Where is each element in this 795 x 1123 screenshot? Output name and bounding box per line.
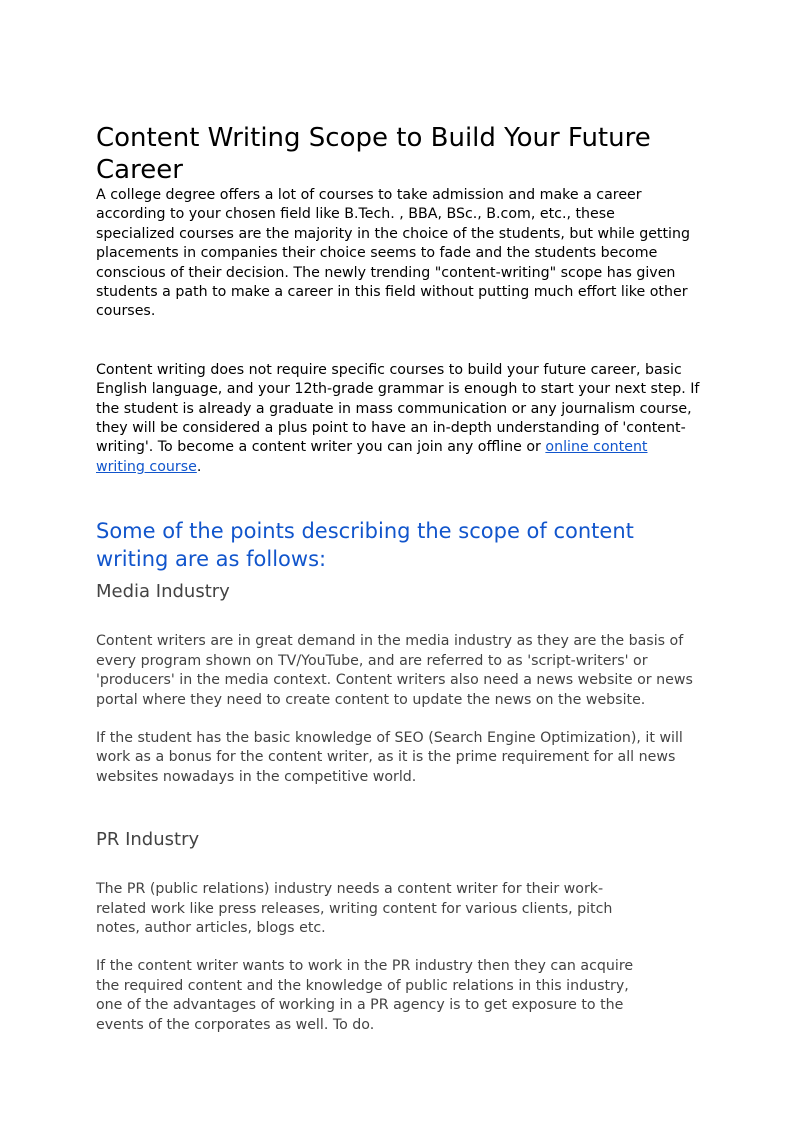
second-paragraph-end: . xyxy=(196,458,202,475)
media-paragraph-2: If the student has the basic knowledge of SEO (Search Engine Optimization), it will work as a bonus for the content writer, as it is the prime requirement for all news websites nowadays in the competitive world. xyxy=(96,729,683,785)
second-paragraph-text: Content writing does not require specific courses to build your future career, basic English language, and your 12th-grade grammar is enough to start your next step. If the student is already a graduate in mass communication or any journalism course, they will be considered a plus point to have an in-depth understanding of 'content-writing'. To become a content writer you can join any offline or xyxy=(96,361,700,456)
second-paragraph xyxy=(96,361,700,477)
section-heading-pr: PR Industry xyxy=(96,829,200,851)
pr-paragraph-2: If the content writer wants to work in the PR industry then they can acquire the required content and the knowledge of public relations in this industry, one of the advantages of working in a PR agency is to get exposure to the events of the corporates as well. To do. xyxy=(96,958,634,1033)
document-title: Content Writing Scope to Build Your Future Career xyxy=(96,123,651,185)
intro-paragraph: A college degree offers a lot of courses to take admission and make a career according to your chosen field like B.Tech. , BBA, BSc., B.com, etc., these specialized courses are the majority in the choice of the students, but while getting placements in companies their choice seems to fade and the students become conscious of their decision. The newly trending "content-writing" scope has given students a path to make a career in this field without putting much effort like other courses. xyxy=(96,187,690,320)
media-paragraph-1: Content writers are in great demand in the media industry as they are the basis of every program shown on TV/YouTube, and are referred to as 'script-writers' or 'producers' in the media context. Content writers also need a news website or news portal where they need to create content to update the news on the website. xyxy=(96,633,693,708)
document-page xyxy=(96,122,706,1035)
scope-heading: Some of the points describing the scope of content writing are as follows: xyxy=(96,519,634,572)
section-heading-media: Media Industry xyxy=(96,581,230,603)
online-course-link[interactable]: online content writing course xyxy=(96,439,648,475)
pr-paragraph-1: The PR (public relations) industry needs a content writer for their work-related work like press releases, writing content for various clients, pitch notes, author articles, blogs etc. xyxy=(96,881,613,936)
